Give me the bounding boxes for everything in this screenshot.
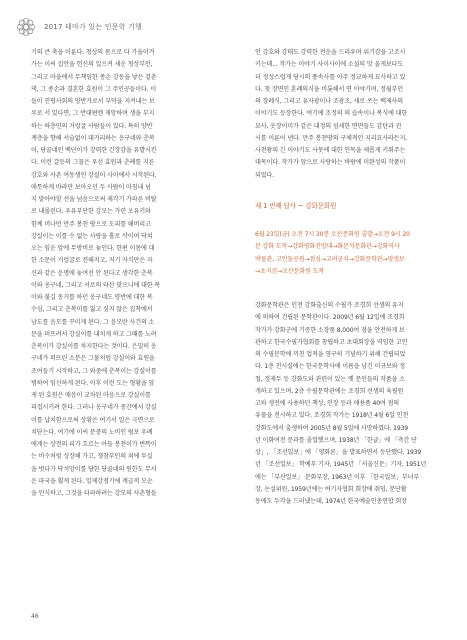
- text-line: 장, 논설위원, 1959년에는 여기자협회 회장에 취임, 문단활: [255, 485, 407, 493]
- text-line: 에게는 상전의 피가 흐르는 아들 봉천이가 번뜩이: [31, 441, 157, 448]
- text-line: 오는 임운 앞에 무방비로 놓인다. 한편 이몸에 대: [31, 245, 155, 252]
- text-line: 함께 머나먼 만주 봉천 땅으로 도피를 해버리고: [31, 220, 151, 228]
- text-line: 철, 정제두 등 강화도와 관련이 있는 옛 문인들의 작품을 소: [255, 375, 405, 383]
- text-line: 강호와 사촌 여동생인 강실이 사이에서 시작된다.: [31, 171, 157, 179]
- text-line: 고와 생전에 사용하던 책상, 인장 등과 애용품 40여 점의: [255, 400, 400, 407]
- text-line: 신과 같은 운명에 놓여선 안 된다고 생각한 춘복: [31, 269, 153, 277]
- text-line: 더 정성스럽게 당시의 풍속사를 아주 정교하게 묘사하고 있: [255, 73, 406, 81]
- header-title: 2017 테마가 있는 인문학 기행: [44, 23, 142, 31]
- flower-mandala-logo-icon: [14, 15, 38, 39]
- text-line: 되었다.: [255, 171, 274, 179]
- text-line: 의 수필문학에 끼친 업적을 영구히 기념하기 위해 건립되었: [255, 351, 406, 358]
- text-line: 강화도에서 출생하여 2005년 8월 5일에 사망하였다. 1939: [255, 424, 409, 432]
- text-line: 사천왕의 긴 이야기도 사뭇에 대한 인목을 새롭게 키워주는: [255, 147, 406, 154]
- text-line: 이를 납치함으로써 상황은 여기서 일은 극면으로: [31, 416, 155, 424]
- page-header: [14, 12, 142, 42]
- text-line: 박물관, 고인돌공원→점심→고려궁지→강화문학관→평생보: [255, 255, 405, 263]
- text-line: 이야기도 등장한다. 여기에 조정의 의 습속이나 복식에 대한: [255, 110, 407, 118]
- text-line: 다. 1층 전시실에는 한국문학사에 이름을 남긴 이규보와 정: [255, 363, 405, 371]
- text-line: 문을 퍼뜨려서 강실이를 내치게 하고 그때를 노려: [31, 330, 157, 338]
- right-column: [255, 47, 455, 508]
- text-line: 묘사, 옷장이미가 같은 내정의 섬세한 면면들도 감탄과 진: [255, 122, 402, 130]
- text-line: 개하고 있으며, 2층 수필문학관에는 조경희 선생의 육필원: [255, 387, 404, 395]
- text-line: 이와 옹구네, 그리고 서로의 타산 맞으니에 대한 복: [31, 281, 161, 289]
- text-line: 게 된 효원은 매음이 교차된 마음으로 강실이를: [31, 392, 151, 399]
- text-line: 남도를 음모를 꾸미게 된다. 그 음모란 사건의 소: [31, 318, 155, 326]
- text-line: 계층을 향해 서슬없이 대거리하는 옹구네와 춘복: [31, 134, 155, 142]
- text-line: 상」, 「조선일보」에 「영화론」을 발표하면서 등단했다. 1939: [255, 449, 422, 456]
- text-line: 분 강화 도착→강화평화전망대→화문석문화관→강화역사: [255, 243, 400, 251]
- text-line: 지 말아야할 선을 넘음으로써 제각기 가파른 비탈: [31, 196, 157, 203]
- text-line: 을 벗다가 닥석망이를 당한 당골네의 원한도 무서: [31, 465, 157, 473]
- text-line: 는 비수처럼 성장해 가고, 쟁참부인의 죄에 투실: [31, 453, 153, 461]
- text-line: 년 「조선일보」 학예부 기자, 1945년 「서울신문」기자, 1951년: [255, 461, 427, 469]
- text-line: 유물을 전시하고 있다. 조경희 작가는 1918년 4월 6일 인천: [255, 412, 409, 420]
- text-line: 강실이는 이를 수 없는 사랑을 홀로 삭이며 닥쳐: [31, 232, 153, 240]
- text-line: 동에도 두각을 드러냈는데, 1974년 한국예술인총연합 회장: [255, 498, 407, 505]
- left-column: [31, 47, 231, 500]
- text-line: 다. 이런 갈등의 그물은 우선 효원과 춘례를 지른: [31, 159, 155, 167]
- text-line: 년 이화여전 문과를 졸업했으며, 1938년 「한글」에 「측간 단: [255, 436, 417, 444]
- text-line: 에는 「부산일보」 문화부장, 1963년 이후 「한국일보」부녀부: [255, 473, 420, 481]
- text-line: 관하고 한국수필가협회를 창립하고 초대회장을 역임한 고인: [255, 338, 408, 346]
- text-line: 에 의하여 건립된 문학관이다. 2009년 6월 12일에 조경희: [255, 314, 405, 322]
- text-line: 대목이다. 작가가 앞으로 사랑하는 바람에 미완성의 작품이: [255, 159, 406, 167]
- text-line: 애틋하게 바라만 보아오던 두 사람이 마침내 넘: [31, 183, 151, 191]
- text-line: 시를 이룬어 낸다. 만주 봉천땅의 구체적인 지리묘사라든지,: [255, 134, 407, 142]
- text-line: 운 파국을 훨게 된다. 일제강점기에 계급적 모순: [31, 477, 153, 485]
- text-line: 춘복이가 강실이를 차지한다는 것이다. 은밀히 옹: [31, 343, 157, 350]
- text-line: 이, 당골네인 백단이가 강력한 긴장감을 유발시킨: [31, 147, 157, 154]
- text-line: 이와 불길 동거를 하던 옹구네도 양반에 대한 복: [31, 294, 153, 301]
- route-itinerary: [255, 229, 455, 278]
- text-line: 키는데... 작가는 이야기 사이사이에 소설의 맛 울게보다도: [255, 61, 404, 69]
- text-line: 수심, 그리고 춘복이를 잃고 싶지 않은 집착에서: [31, 306, 153, 314]
- text-line: 들이 진평사회의 양반가로서 부덕을 지켜내는 보: [31, 98, 155, 105]
- text-line: 피접시키려 한다. 그러나 옹구네가 중간에서 강실: [31, 404, 157, 412]
- text-line: 댁, 그 종손과 결혼한 효원이 그 주인공들이다. 이: [31, 85, 157, 93]
- text-line: 하는 하층민의 거렁굴 사람들이 있다. 특히 양반: [31, 122, 153, 130]
- text-line: 구네가 퍼뜨린 소문은 그물처럼 강실이와 효원을: [31, 355, 155, 363]
- body-paragraph-2: [255, 300, 455, 508]
- text-line: 한 소문이 거렁굴로 전해지고, 저기 자식만은 자: [31, 257, 153, 265]
- text-line: 로 내몰린다. 우유부단한 강모는 가련 오유키와: [31, 208, 151, 216]
- text-line: 을 인식하고, 그것을 타파하려는 강모의 사촌형들: [31, 490, 157, 497]
- text-line: 인 강호와 강태도 강력한 전운을 드리우며 위기감을 고조시: [255, 49, 406, 56]
- body-paragraph-1: [255, 47, 455, 182]
- text-line: 6월 23일(금) 오전 7시 30분 오산문화원 출발→오전 9시 20: [255, 231, 410, 238]
- page-number: 46: [31, 613, 39, 620]
- text-line: 의 장례식, 그리고 유자광이나 조광조, 새로 쓰는 백제사의: [255, 98, 404, 105]
- text-line: 다. 첫 장면인 혼례의식을 비롯해서 연 이야기며, 정월부인: [255, 85, 404, 93]
- text-line: 기의 큰 축을 이룬다. 청상의 몸으로 다 가을이겨: [31, 49, 155, 56]
- text-line: 조여들기 시작하고, 그 와중에 춘복이는 강실이를: [31, 367, 157, 375]
- text-line: 가는 이씨 집안을 헌신의 일으켜 세운 청상부인,: [31, 61, 153, 69]
- text-line: 강화문학관은 인천 강화출신의 수필가 조경희 선생의 유지: [255, 302, 404, 309]
- text-line: 그리고 마을에서 무책임한 종손 강동을 낳은 겉촌: [31, 73, 157, 81]
- section-title: 제 1 번째 답사 ~ 강화문화원: [255, 201, 337, 210]
- text-line: →초지진→오산문화원 도착: [255, 267, 325, 275]
- text-line: 범하여 임신하게 된다. 이후 이런 도는 형황을 앞: [31, 379, 155, 387]
- text-line: 루로 서 있다면, 그 반대편엔 재앙하며 생을 부지: [31, 110, 155, 118]
- text-line: 치닫는다. 여기에 이씨 문중의 노비인 림보 우례: [31, 428, 153, 436]
- text-line: 작가가 강화군에 기증한 소장품 8,000여 점을 안전하게 보: [255, 326, 405, 334]
